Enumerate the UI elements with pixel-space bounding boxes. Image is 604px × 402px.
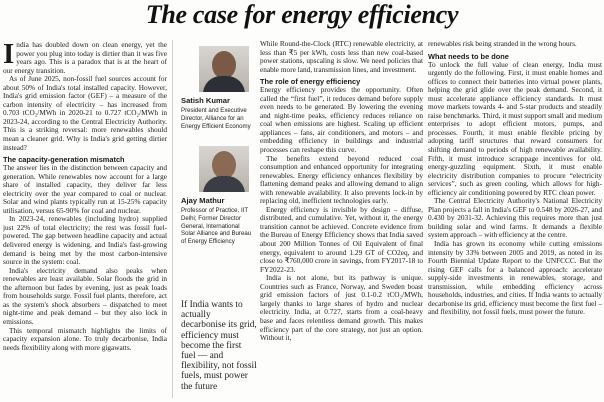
author-name: Ajay Mathur xyxy=(181,196,225,205)
paragraph: India has grown its economy while cutting emissions intensity by 33% between 2005 and 2019, as noted in its Fourth Biennial Update Report to the UNFCCC. But the rising GEF calls for a balanced approach: accelerate supply-side investments in renewables, storage, and transmission, while embedding efficiency across households, industries, and cities. If India wants to actually decarbonise its grid, efficiency must become the first fuel – and flexibility, not fossil fuels, must power the future. xyxy=(428,239,602,317)
paragraph: As of June 2025, non-fossil fuel sources account for about 50% of India's total installed capacity. However, India's grid emission factor (GEF) – a measure of the carbon intensity of electricity – has increased from 0.703 tCO₂/MWh in 2020-21 to 0.727 tCO₂/MWh in 2023-24, according to the Central Electricity Authority. This is a striking reversal: more renewables should mean a cleaner grid. Why is India's grid getting dirtier instead? xyxy=(3,74,167,152)
headline: The case for energy efficiency xyxy=(145,0,459,29)
paragraph: Energy efficiency is invisible by design – diffuse, distributed, and cumulative. Yet, without it, the energy transition cannot be achieved. Concrete evidence from the Bureau of Energy Efficiency shows that India saved about 200 Million Tonnes of Oil Equivalent of final energy, equivalent to around 1.29 GT of CO2eq, and close to ₹760,000 crore in savings, from FY2017-18 to FY2022-23. xyxy=(260,204,423,274)
author-role: Professor of Practice, IIT Delhi; Former Director General, International Solar Alliance and Bureau of Energy Efficiency xyxy=(181,207,252,246)
section-heading: The role of energy efficiency xyxy=(260,77,361,87)
section-heading: What needs to be done xyxy=(428,51,509,61)
author-role: President and Executive Director, Alliance for an Energy Efficient Economy xyxy=(181,107,251,130)
column-1 xyxy=(3,41,167,399)
paragraph: The Central Electricity Authority's National Electricity Plan projects a fall in India's GEF to 0.548 by 2026-27, and 0.430 by 2031-32. Achieving this requires more than just building solar and wind farms. It demands a flexible system approach – with efficiency at the centre. xyxy=(428,196,602,240)
intro-paragraph: India has doubled down on clean energy, yet the power you plug into today is dirtier than it was five years ago. This is a paradox that is at the heart of our energy transition. xyxy=(3,41,167,75)
author-photo xyxy=(199,46,249,92)
author-card-ajay-mathur xyxy=(181,146,253,246)
paragraph: This temporal mismatch highlights the limits of capacity expansion alone. To truly decarbonise, India needs flexibility along with more gigawatts. xyxy=(3,325,167,352)
paragraph: renewables risk being stranded in the wrong hours. xyxy=(428,40,577,48)
pull-quote: If India wants to actually decarbonise its grid, efficiency must become the first fuel — and flexibility, not fossil fuels, must power the future xyxy=(181,300,257,392)
paragraph: India's electricity demand also peaks when renewables are least available. Solar floods the grid in the afternoon but fades by evening, just as peak loads from households surge. Fossil fuel plants, therefore, act as the system's shock absorbers – dispatched to meet night-time and peak demand – but they also lock in emissions. xyxy=(3,265,167,326)
column-divider xyxy=(172,40,173,398)
paragraph: To unlock the full value of clean energy, India must urgently do the following. First, it must enable homes and offices to connect their batteries into virtual power plants, helping the grid glide over the peak demand. Second, it must accelerate appliance efficiency standards. It must move markets towards 4- and 5-star products and steadily raise benchmarks. Third, it must support small and medium enterprises to adopt efficient motors, pumps, and processes. Fourth, it must enable flexible pricing by adopting tariff structures that reward consumers for shifting demand to periods of high renewable availability. Fifth, it must introduce scrappage incentives for old, energy-guzzling equipment. Sixth, it must enable electricity distribution companies to procure “electricity services”, such as green cooling, which allows for high-efficiency air conditioning powered by RTC clean power. xyxy=(428,59,602,197)
section-heading: The capacity-generation mismatch xyxy=(3,155,125,165)
paragraph: India is not alone, but its pathway is unique. Countries such as France, Norway, and Sweden boast grid emission factors of just 0.1-0.2 tCO₂/MWh, largely thanks to large shares of hydro and nuclear electricity. India, at 0.727, starts from a coal-heavy base and faces relentless demand growth. This makes efficiency part of the core strategy, not just an option. Without it, xyxy=(260,273,423,343)
paragraph: Energy efficiency provides the opportunity. Often called the “first fuel”, it reduces demand before supply even needs to be generated. By lowering the evening and night-time peaks, efficiency reduces reliance on coal when emissions are highest. Scaling up efficient appliances – fans, air conditioners, and motors – and embedding efficiency in buildings and industrial processes can reshape this curve. xyxy=(260,85,423,155)
column-3 xyxy=(260,40,423,400)
author-card-satish-kumar xyxy=(181,46,253,130)
paragraph: In 2023-24, renewables (including hydro) supplied just 22% of total electricity; the rest was fossil fuel-powered. The gap between headline capacity and actual delivered energy is widening, and India's fast-growing demand is being met by the most carbon-intensive source in the system: coal. xyxy=(3,214,167,267)
paragraph: While Round-the-Clock (RTC) renewable electricity, at less than ₹5 per kWh, costs less than new coal-based power stations, upscaling is slow. We need policies that enable more land, transmission lines, and investment. xyxy=(260,40,423,74)
dropcap: I xyxy=(3,41,15,70)
author-name: Satish Kumar xyxy=(181,96,230,105)
column-4 xyxy=(428,40,602,400)
paragraph: The benefits extend beyond reduced coal consumption and enhanced opportunity for integrating renewables. Energy efficiency enhances flexibility by flattening demand peaks and allowing demand to align with renewable availability. It also prevents lock-in by replacing old, inefficient technologies early. xyxy=(260,153,423,206)
paragraph: The answer lies in the distinction between capacity and generation. While renewables now account for a large share of installed capacity, they deliver far less electricity over the year compared to coal or nuclear. Solar and wind plants typically run at 15-25% capacity utilisation, versus 65-90% for coal and nuclear. xyxy=(3,163,167,215)
author-photo xyxy=(199,146,249,192)
